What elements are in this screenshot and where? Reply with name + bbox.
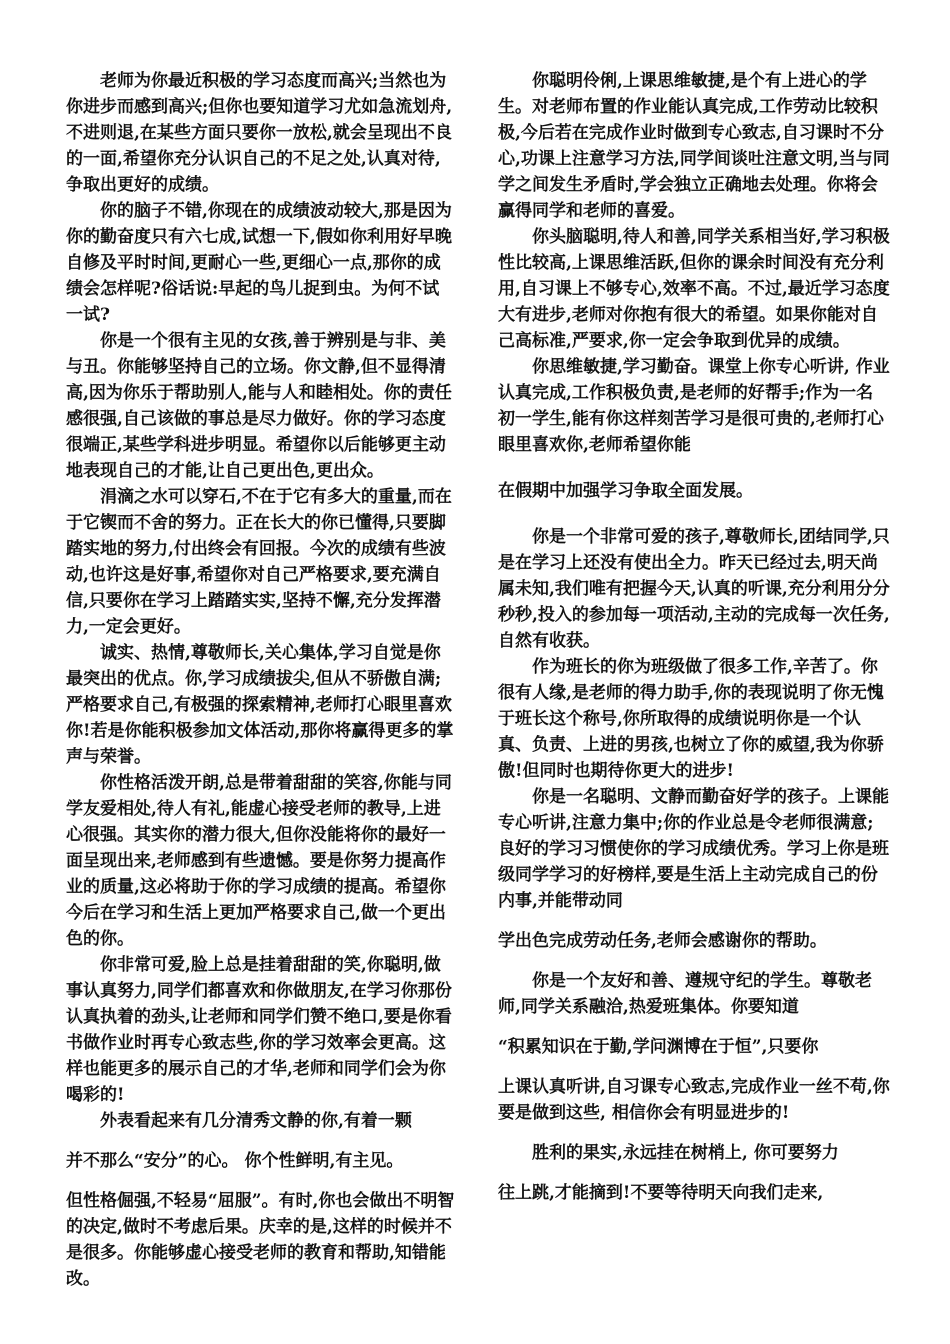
comment-paragraph: 你非常可爱,脸上总是挂着甜甜的笑,你聪明,做事认真努力,同学们都喜欢和你做朋友,在学习你那份认真执着的劲头,让老师和同学们赞不绝口,要是你看书做作业时再专心致志些,你的学习效率会更高。这样也能更多的展示自己的才华,老师和同学们会为你喝彩的! bbox=[66, 955, 452, 1105]
comment-paragraph: 在假期中加强学习争取全面发展。 bbox=[498, 481, 753, 501]
comment-paragraph: 你的脑子不错,你现在的成绩波动较大,那是因为你的勤奋度只有六七成,试想一下,假如你利用好早晚自修及平时时间,更耐心一些,更细心一点,那你的成绩会怎样呢?俗话说:早起的鸟儿捉到虫。为何不试一试? bbox=[66, 201, 452, 325]
right-column bbox=[498, 68, 890, 1206]
comment-paragraph: 胜利的果实,永远挂在树梢上, 你可要努力 bbox=[532, 1143, 839, 1163]
comment-paragraph: 你性格活泼开朗,总是带着甜甜的笑容,你能与同学友爱相处,待人有礼,能虚心接受老师的教导,上进心很强。其实你的潜力很大,但你没能将你的最好一面呈现出来,老师感到有些遗憾。要是你努力提高作业的质量,这必将助于你的学习成绩的提高。希望你今后在学习和生活上更加严格要求自己,做一个更出色的你。 bbox=[66, 773, 452, 949]
comment-paragraph: 诚实、热情,尊敬师长,关心集体,学习自觉是你最突出的优点。你,学习成绩拔尖,但从不骄傲自满;严格要求自己,有极强的探索精神,老师打心眼里喜欢你!若是你能积极参加文体活动,那你将赢得更多的掌声与荣誉。 bbox=[66, 643, 454, 767]
comment-paragraph: 你是一名聪明、文静而勤奋好学的孩子。上课能专心听讲,注意力集中;你的作业总是令老师很满意;良好的学习习惯使你的学习成绩优秀。学习上你是班级同学学习的好榜样,要是生活上主动完成自己的份内事,并能带动同 bbox=[498, 787, 889, 911]
comment-paragraph: 作为班长的你为班级做了很多工作,辛苦了。你很有人缘,是老师的得力助手,你的表现说明了你无愧于班长这个称号,你所取得的成绩说明你是一个认真、负责、上进的男孩,也树立了你的威望,我为你骄傲!但同时也期待你更大的进步! bbox=[498, 657, 884, 781]
left-column bbox=[66, 68, 456, 1292]
comment-paragraph: 学出色完成劳动任务,老师会感谢你的帮助。 bbox=[498, 931, 827, 951]
comment-paragraph: 上课认真听讲,自习课专心致志,完成作业一丝不苟,你要是做到这些, 相信你会有明显进步的! bbox=[498, 1077, 890, 1123]
comment-paragraph: 但性格倔强,不轻易“屈服”。有时,你也会做出不明智的决定,做时不考虑后果。庆幸的是,这样的时候并不是很多。你能够虚心接受老师的教育和帮助,知错能改。 bbox=[66, 1191, 455, 1289]
comment-paragraph: 涓滴之水可以穿石,不在于它有多大的重量,而在于它锲而不舍的努力。正在长大的你已懂得,只要脚踏实地的努力,付出终会有回报。今次的成绩有些波动,也许这是好事,希望你对自己严格要求,要充满自信,只要你在学习上踏踏实实,坚持不懈,充分发挥潜力,一定会更好。 bbox=[66, 487, 452, 637]
comment-paragraph: 你头脑聪明,待人和善,同学关系相当好,学习积极性比较高,上课思维活跃,但你的课余时间没有充分利用,自习课上不够专心,效率不高。不过,最近学习态度大有进步,老师对你抱有很大的希望。如果你能对自己高标准,严要求,你一定会争取到优异的成绩。 bbox=[498, 227, 890, 351]
comment-paragraph: 往上跳,才能摘到!不要等待明天向我们走来, bbox=[498, 1183, 824, 1203]
comment-paragraph: 外表看起来有几分清秀文静的你,有着一颗 bbox=[100, 1111, 412, 1131]
comment-paragraph: “积累知识在于勤,学问渊博在于恒”,只要你 bbox=[498, 1037, 819, 1057]
comment-paragraph: 老师为你最近积极的学习态度而高兴;当然也为你进步而感到高兴;但你也要知道学习尤如急流划舟,不进则退,在某些方面只要你一放松,就会呈现出不良的一面,希望你充分认识自己的不足之处,认真对待,争取出更好的成绩。 bbox=[66, 71, 453, 195]
comment-paragraph: 你是一个友好和善、遵规守纪的学生。尊敬老师,同学关系融洽,热爱班集体。你要知道 bbox=[498, 971, 872, 1017]
comment-paragraph: 你是一个非常可爱的孩子,尊敬师长,团结同学,只是在学习上还没有使出全力。昨天已经过去,明天尚属未知,我们唯有把握今天,认真的听课,充分利用分分秒秒,投入的参加每一项活动,主动的完成每一次任务, 自然有收获。 bbox=[498, 527, 890, 651]
comment-paragraph: 你是一个很有主见的女孩,善于辨别是与非、美与丑。你能够坚持自己的立场。你文静,但不显得清高,因为你乐于帮助别人,能与人和睦相处。你的责任感很强,自己该做的事总是尽力做好。你的学习态度很端正,某些学科进步明显。希望你以后能够更主动地表现自己的才能,让自己更出色,更出众。 bbox=[66, 331, 452, 481]
comment-paragraph: 你思维敏捷,学习勤奋。课堂上你专心听讲, 作业认真完成,工作积极负责,是老师的好帮手;作为一名初一学生,能有你这样刻苦学习是很可贵的,老师打心眼里喜欢你,老师希望你能 bbox=[498, 357, 890, 455]
comment-paragraph: 并不那么“安分”的心。 你个性鲜明,有主见。 bbox=[66, 1151, 404, 1171]
comment-paragraph: 你聪明伶俐,上课思维敏捷,是个有上进心的学生。对老师布置的作业能认真完成,工作劳动比较积极,今后若在完成作业时做到专心致志,自习课时不分心,功课上注意学习方法,同学间谈吐注意文明,当与同学之间发生矛盾时,学会独立正确地去处理。你将会赢得同学和老师的喜爱。 bbox=[498, 71, 890, 221]
